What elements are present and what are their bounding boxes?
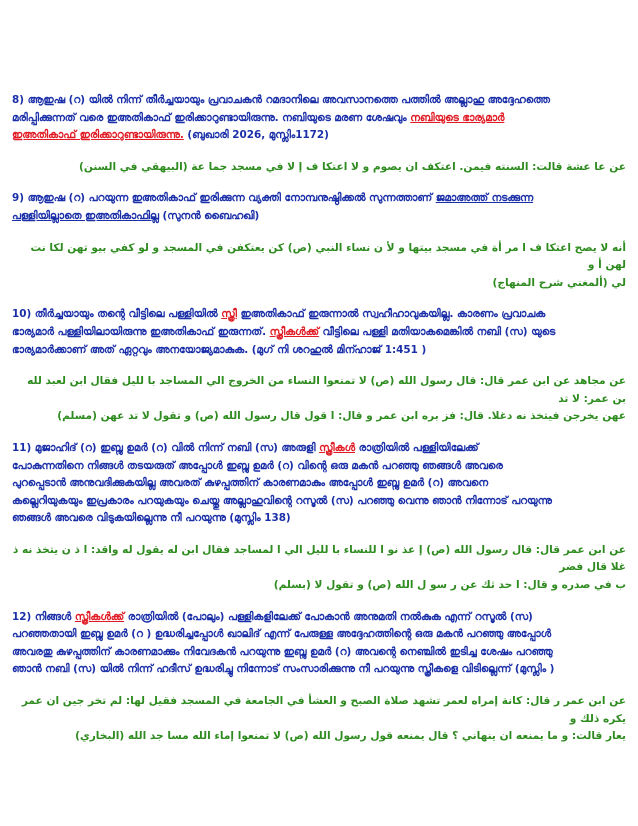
section-8-line-3: ഇഅതികാഫ് ഇരിക്കാറുണ്ടായിരുന്നു. (ബുഖാരി 2026, മുസ്ലിം1172) xyxy=(12,129,329,142)
highlight-women-3: സ്ത്രീകൾക്ക് xyxy=(74,610,125,623)
section-8-line-1: 8) ആഇഷ (റ) യിൽ നിന്ന് തീർച്ചയായും പ്രവാചകൻ റമദാനിലെ അവസാനത്തെ പത്തിൽ അല്ലാഹു അദ്ദേഹത്തെ xyxy=(12,94,550,106)
highlight-women-2: സ്ത്രീകൾ xyxy=(319,441,355,454)
section-10-line-2: ഭാര്യമാർ പള്ളിയിലായിരുന്നു ഇഅതികാഫ് ഇരുന്നത്. സ്ത്രീകൾക്ക് വീട്ടിലെ പള്ളി മതിയാകമെങ്കിൽ നബി (സ) യുടെ xyxy=(12,325,556,338)
section-11-line-3: പുറപ്പെടാൻ അനുവദിക്കുകയില്ല അവരത് കുഴപ്പത്തിന് കാരണമാകും അപ്പോൾ ഇബ്നു ഉമർ (റ) അവനെ xyxy=(12,477,488,490)
highlight-itikaf-sentence: ഇഅതികാഫ് ഇരിക്കാറുണ്ടായിരുന്നു. xyxy=(12,129,184,142)
section-11-line-4: കല്ലെറിയുകയും ഇപ്രകാരം പറയുകയും ചെയ്തു അല്ലാഹുവിന്റെ റസൂൽ (സ) പറഞ്ഞു വെന്നു ഞാൻ നിന്നോട് പറയുന്നു xyxy=(12,494,552,507)
section-9-line-2: പള്ളിയില്ലാതെ ഇഅതികാഫില്ല (സുനൻ ബൈഹഖി) xyxy=(12,209,260,222)
underline-jamaat: ജമാഅത്ത് നടക്കുന്ന xyxy=(435,192,534,205)
section-12-line-2: പറഞ്ഞതായി ഇബ്നു ഉമർ (റ ) ഉദ്ധരിച്ചപ്പോൾ ഖാലിദ് എന്ന് പേരുള്ള അദ്ദേഹത്തിന്റെ ഒരു മകൻ പറഞ്ഞു അപ്പോൾ xyxy=(12,628,552,641)
section-9-arabic-2: لي (ألمغني شرح المنهاج) xyxy=(492,276,626,289)
section-11-line-5: ഞങ്ങൾ അവരെ വിടുകയില്ലെന്നു നീ പറയുന്നു (മുസ്ലിം 138) xyxy=(12,512,291,525)
section-10-arabic-2: عهن يخرجن فيتخذ نه دغلا. قال: فز بره ابن عمر و قال: ا قول قال رسول الله (ص) و تقول لا تد عهن (مسلم) xyxy=(57,410,626,423)
section-9-line-1: 9) ആഇഷ (റ) പറയുന്ന ഇഅതികാഫ് ഇരിക്കുന്ന വ്യക്തി നോമ്പനുഷ്ഠിക്കൽ സുന്നത്താണ് ജമാഅത്ത് നടക്കുന്ന xyxy=(12,192,534,205)
section-11-arabic-1: عن ابن عمر قال: قال رسول الله (ص) إ عذ نو ا للنساء با لليل الي ا لمساجد فقال ابن له يقول له واقد: ا ذ ن يتخذ نه ذ غلا قال فضر xyxy=(12,543,626,574)
section-12-line-4: ഞാൻ നബി (സ) യിൽ നിന്ന് ഹദീസ് ഉദ്ധരിച്ചു നിന്നോട് സംസാരിക്കുന്നു നീ പറയുന്നു സ്ത്രീകളെ വിടില്ലെന്ന് (മുസ്ലിം ) xyxy=(12,663,555,676)
section-9-arabic-1: أنه لا يصح اعتكا ف ا مر أة في مسجد بيتها و لأ ن نساء النبي (ص) كن يعتكفن في المسجد و لو كفي بيو تهن لكا نت لهن أ و xyxy=(30,241,626,272)
section-12-line-1: 12) നിങ്ങൾ സ്ത്രീകൾക്ക് രാത്രിയിൽ (പോലും) പള്ളികളിലേക്ക് പോകാൻ അനുമതി നൽകുക എന്ന് റസൂൽ (സ) xyxy=(12,610,533,623)
section-10-line-1: 10) തീർച്ചയായും തന്റെ വീട്ടിലെ പള്ളിയിൽ സ്ത്രീ ഇഅതികാഫ് ഇരുന്നാൽ സ്വഹീഹാവുകയില്ല. കാരണം പ്രവാചക xyxy=(12,308,546,321)
highlight-woman: സ്ത്രീ xyxy=(221,308,237,321)
section-8-arabic: عن عا عشة قالت: السنته فيمن. اعتكف ان يصوم و لا اعتكا ف إ لا في مسجد جما عة (البيهقي في السنن) xyxy=(78,160,626,173)
section-11-line-1: 11) മുജാഹിദ് (റ) ഇബ്നു ഉമർ (റ) വിൽ നിന്ന് നബി (സ) അരുളി സ്ത്രീകൾ രാത്രിയിൽ പള്ളിയിലേക്ക് xyxy=(12,441,479,454)
section-11-line-2: പോകുന്നതിനെ നിങ്ങൾ തടയരുത് അപ്പോൾ ഇബ്നു ഉമർ (റ) വിന്റെ ഒരു മകൻ പറഞ്ഞു ഞങ്ങൾ അവരെ xyxy=(12,459,503,472)
section-12-line-3: അവരതു കുഴപ്പത്തിന് കാരണമാക്കും നിവേദകൻ പറയുന്നു ഇബ്നു ഉമർ (റ) അവന്റെ നെഞ്ചിൽ ഇടിച്ച ശേഷം പറഞ്ഞു xyxy=(12,645,553,658)
section-10-line-3: ഭാര്യമാർക്കാണ് അത് ഏറ്റവും അനയോജ്യമാകുക. (മുഗ് നി ശറഹുൽ മിന്ഹാജ് 1:451 ) xyxy=(12,343,427,356)
section-12-arabic-2: يعار قالت: و ما يمنعه ان ينهاني ؟ قال يمنعه قول رسول الله (ص) لا تمنعوا إماء الله مسا جد الله (البخاري) xyxy=(75,730,626,743)
section-12-arabic-1: عن ابن عمر ر قال: كانة إمراه لعمر تشهد صلاة الصبح و العشأ في الجامعة في المسجد فقيل لها: لم تخر جين ان عمر يكره ذلك و xyxy=(21,695,626,725)
highlight-women: സ്ത്രീകൾക്ക് xyxy=(269,325,319,338)
section-11-arabic-2: ب في صدره و قال: ا حد ثك عن ر سو ل الله (ص) و تقول لا (بسلم) xyxy=(273,579,626,592)
section-8-line-2: മരിപ്പിക്കുന്നത് വരെ ഇഅതികാഫ് ഇരിക്കാറുണ്ടായിരുന്നു. നബിയുടെ മരണ ശേഷവും നബിയുടെ ഭാര്യമാർ xyxy=(12,111,505,124)
section-10-arabic-1: عن مجاهد عن ابن عمر قال: قال رسول الله (ص) لا تمنعوا النساء من الخروج الي المساجد با لليل فقال ابن لعبد لله بن عمر: لا تد xyxy=(27,375,626,405)
highlight-wives-of-prophet: നബിയുടെ ഭാര്യമാർ xyxy=(410,111,505,124)
underline-no-itikaf: പള്ളിയില്ലാതെ ഇഅതികാഫില്ല xyxy=(12,209,159,222)
